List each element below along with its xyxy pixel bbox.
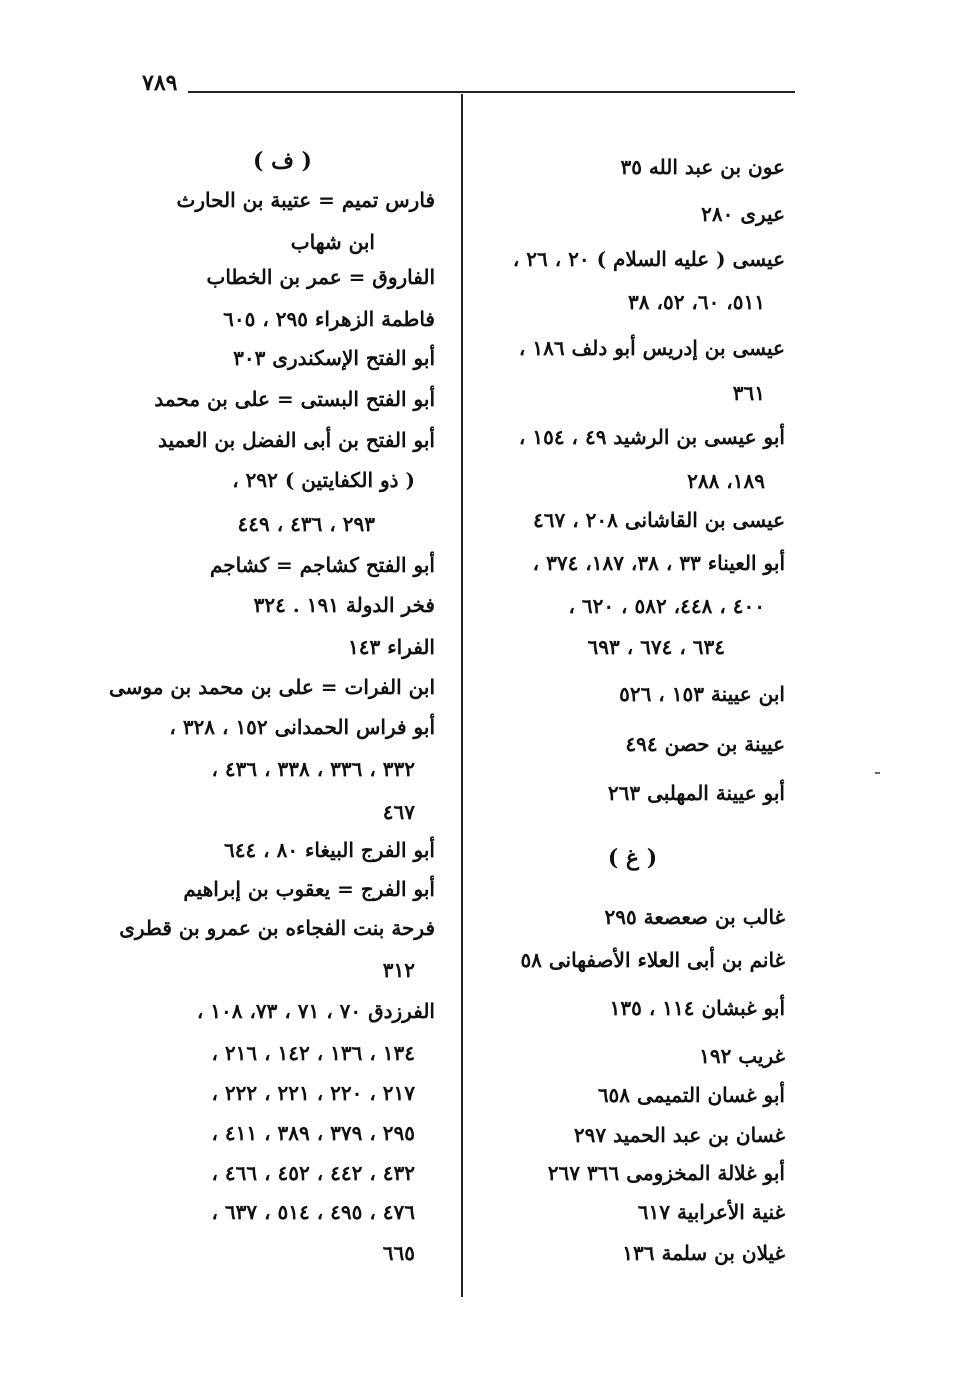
index-entry: أبو فراس الحمدانى ١٥٢ ، ٣٢٨ ، bbox=[169, 715, 435, 739]
index-entry: عون بن عبد الله ٣٥ bbox=[620, 155, 785, 179]
header-rule bbox=[188, 91, 795, 93]
index-entry: عيسى بن القاشانى ٢٠٨ ، ٤٦٧ bbox=[533, 508, 785, 532]
index-entry-continuation: ١٨٩، ٢٨٨ bbox=[687, 469, 765, 493]
index-entry: غريب ١٩٢ bbox=[699, 1044, 785, 1068]
index-entry-continuation: ٣١٢ bbox=[382, 958, 415, 982]
index-entry-continuation: ٤٧٦ ، ٤٩٥ ، ٥١٤ ، ٦٣٧ ، bbox=[211, 1200, 415, 1224]
index-entry: عيرى ٢٨٠ bbox=[701, 202, 785, 226]
index-entry: أبو عيسى بن الرشيد ٤٩ ، ١٥٤ ، bbox=[518, 425, 785, 449]
index-entry-continuation: ٤٣٢ ، ٤٤٢ ، ٤٥٢ ، ٤٦٦ ، bbox=[211, 1161, 415, 1185]
column-divider bbox=[461, 94, 463, 1297]
index-entry-continuation: ٣٦١ bbox=[732, 381, 765, 405]
section-letter-heading: ( ف ) bbox=[253, 148, 312, 174]
index-entry: غيلان بن سلمة ١٣٦ bbox=[622, 1241, 785, 1265]
index-entry: أبو الفرج البيغاء ٨٠ ، ٦٤٤ bbox=[223, 838, 435, 862]
index-entry: أبو عيينة المهلبى ٢٦٣ bbox=[607, 781, 785, 805]
index-entry-continuation: ٢١٧ ، ٢٢٠ ، ٢٢١ ، ٢٢٢ ، bbox=[211, 1081, 415, 1105]
index-entry-continuation: ٦٦٥ bbox=[382, 1241, 415, 1265]
index-entry: ابن الفرات = على بن محمد بن موسى bbox=[109, 675, 435, 699]
index-entry: فرحة بنت الفجاءه بن عمرو بن قطرى bbox=[119, 916, 435, 940]
index-entry-continuation: ٤٠٠ ، ٤٤٨، ٥٨٢ ، ٦٢٠ ، bbox=[568, 594, 765, 618]
index-entry: أبو الفرج = يعقوب بن إبراهيم bbox=[183, 877, 435, 901]
page-number: ٧٨٩ bbox=[142, 70, 178, 96]
index-entry: أبو الفتح الإسكندرى ٣٠٣ bbox=[233, 346, 435, 370]
index-entry: غنية الأعرابية ٦١٧ bbox=[637, 1200, 785, 1224]
index-entry-continuation: ٢٩٣ ، ٤٣٦ ، ٤٤٩ bbox=[237, 512, 375, 536]
index-entry: أبو الفتح كشاجم = كشاجم bbox=[209, 553, 435, 577]
index-entry-continuation: ٥١١، ٦٠، ٥٢، ٣٨ bbox=[628, 290, 765, 314]
index-entry: الفراء ١٤٣ bbox=[348, 635, 435, 659]
index-entry: أبو الفتح بن أبى الفضل بن العميد bbox=[158, 428, 435, 452]
index-entry: ابن عيينة ١٥٣ ، ٥٢٦ bbox=[619, 682, 785, 706]
index-entry: فارس تميم = عتيبة بن الحارث bbox=[176, 188, 435, 212]
index-entry: غالب بن صعصعة ٢٩٥ bbox=[604, 905, 785, 929]
index-entry-continuation: ٣٣٢ ، ٣٣٦ ، ٣٣٨ ، ٤٣٦ ، bbox=[211, 757, 415, 781]
stray-mark bbox=[875, 772, 880, 774]
index-entry-continuation: ٦٣٤ ، ٦٧٤ ، ٦٩٣ bbox=[587, 635, 725, 659]
index-entry-continuation: ابن شهاب bbox=[290, 230, 375, 254]
index-entry-continuation: ( ذو الكفايتين ) ٢٩٢ ، bbox=[232, 468, 415, 492]
index-entry: الفاروق = عمر بن الخطاب bbox=[206, 265, 435, 289]
index-entry-continuation: ٢٩٥ ، ٣٧٩ ، ٣٨٩ ، ٤١١ ، bbox=[211, 1121, 415, 1145]
index-entry: أبو غبشان ١١٤ ، ١٣٥ bbox=[609, 996, 785, 1020]
index-entry: فاطمة الزهراء ٢٩٥ ، ٦٠٥ bbox=[223, 307, 435, 331]
index-entry: فخر الدولة ١٩١ . ٣٢٤ bbox=[253, 593, 435, 617]
index-entry: أبو غلالة المخزومى ٣٦٦ ٢٦٧ bbox=[547, 1161, 785, 1185]
index-entry: غانم بن أبى العلاء الأصفهانى ٥٨ bbox=[520, 948, 785, 972]
index-entry-continuation: ٤٦٧ bbox=[382, 800, 415, 824]
index-entry: أبو غسان التميمى ٦٥٨ bbox=[597, 1083, 785, 1107]
section-letter-heading: ( غ ) bbox=[607, 845, 658, 871]
index-entry: غسان بن عبد الحميد ٢٩٧ bbox=[573, 1123, 785, 1147]
index-entry: الفرزدق ٧٠ ، ٧١ ، ٧٣، ١٠٨ ، bbox=[196, 999, 435, 1023]
index-entry: عيسى ( عليه السلام ) ٢٠ ، ٢٦ ، bbox=[512, 247, 785, 271]
index-entry: أبو العيناء ٣٣ ، ٣٨، ١٨٧، ٣٧٤ ، bbox=[532, 551, 785, 575]
index-entry: عيينة بن حصن ٤٩٤ bbox=[625, 732, 785, 756]
index-entry: عيسى بن إدريس أبو دلف ١٨٦ ، bbox=[518, 336, 785, 360]
index-entry: أبو الفتح البستى = على بن محمد bbox=[154, 387, 435, 411]
index-entry-continuation: ١٣٤ ، ١٣٦ ، ١٤٢ ، ٢١٦ ، bbox=[211, 1041, 415, 1065]
